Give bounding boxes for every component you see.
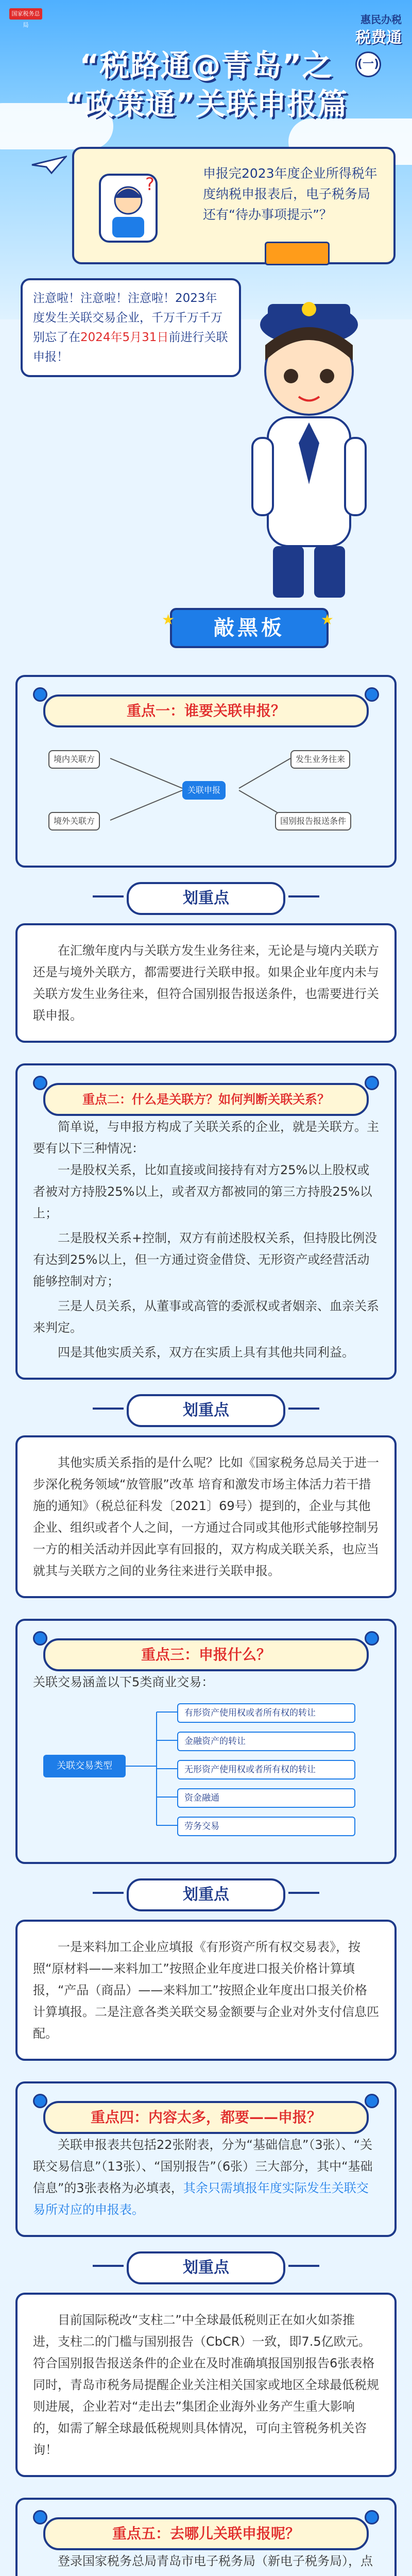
diagram-leaf-node: 金融资产的转让 bbox=[177, 1732, 355, 1751]
section-title: 重点三：申报什么？ bbox=[43, 1638, 369, 1671]
list-item: 四是其他实质关系，双方在实质上具有其他共同利益。 bbox=[58, 1345, 354, 1360]
list-item: 三是人员关系，从董事或高管的委派权或者姻亲、血亲关系来判定。 bbox=[33, 1299, 379, 1335]
key-point-text: 在汇缴年度内与关联方发生业务往来，无论是与境内关联方还是与境外关联方，都需要进行关联申报。如果企业年度内未与关联方发生业务往来，但符合国别报告报送条件，也需要进行关联申报。 bbox=[33, 943, 379, 1023]
section-card bbox=[15, 2081, 397, 2237]
key-point-card bbox=[15, 1435, 397, 1598]
section-body: 登录国家税务总局青岛市电子税务局（新电子税务局），点 bbox=[58, 2554, 373, 2568]
board-header bbox=[0, 598, 412, 654]
transaction-type-diagram bbox=[33, 1693, 379, 1848]
person-avatar-icon bbox=[95, 170, 162, 247]
svg-text:?: ? bbox=[145, 174, 155, 195]
key-point-card bbox=[15, 2293, 397, 2477]
paper-plane-icon bbox=[31, 155, 67, 175]
question-text: 申报完2023年度企业所得税年度纳税申报表后，电子税务局还有“待办事项提示”？ bbox=[203, 166, 377, 222]
diagram-leaf-node: 资金融通 bbox=[177, 1788, 355, 1808]
section-card bbox=[15, 2498, 397, 2576]
pin-icon bbox=[33, 2094, 47, 2108]
board-title-text: 敲黑板 bbox=[214, 616, 285, 640]
part-number-badge: (一) bbox=[355, 52, 381, 77]
section-card bbox=[15, 675, 397, 868]
star-icon: ★ bbox=[320, 611, 337, 628]
section-title: 重点四：内容太多，都要——申报？ bbox=[43, 2101, 369, 2134]
relation-diagram bbox=[33, 727, 379, 851]
list-item: 一是股权关系，比如直接或间接持有对方25%以上股权或者被对方持股25%以上，或者双方都被同的第三方持股25%以上； bbox=[33, 1163, 372, 1221]
section-title: 重点一：谁要关联申报？ bbox=[43, 694, 369, 727]
diagram-leaf-node: 劳务交易 bbox=[177, 1817, 355, 1836]
section-card bbox=[15, 1619, 397, 1864]
tax-officer-illustration bbox=[221, 268, 397, 603]
section-title: 重点五：去哪儿关联申报呢？ bbox=[43, 2517, 369, 2550]
pin-icon bbox=[33, 687, 47, 702]
diagram-leaf-node: 有形资产使用权或者所有权的转让 bbox=[177, 1703, 355, 1723]
series-subtitle: 税费通 bbox=[355, 29, 402, 47]
key-point-text: 目前国际税改“支柱二”中全球最低税则正在如火如荼推进，支柱二的门槛与国别报告（CbCR）一致，即7.5亿欧元。符合国别报告报送条件的企业在及时准确填报国别报告6张表格同时，青岛市税务局提醒企业关注相关国家或地区全球最低税规则进展，企业若对“走出去”集团企业海外业务产生重大影响的，如需了解全球最低税规则具体情况，可向主管税务机关咨询！ bbox=[33, 2313, 379, 2457]
key-point-card bbox=[15, 1920, 397, 2061]
diagram-node: 发生业务往来 bbox=[290, 750, 350, 769]
page-title-line2: “政策通”关联申报篇 bbox=[64, 87, 348, 122]
section-intro: 关联交易涵盖以下5类商业交易： bbox=[33, 1675, 214, 1689]
key-point-heading: 划重点 bbox=[127, 1394, 285, 1427]
list-item: 二是股权关系+控制，双方有前述股权关系，但持股比例没有达到25%以上，但一方通过资金借贷、无形资产或经营活动能够控制对方； bbox=[33, 1231, 377, 1289]
section-what-to-declare bbox=[15, 1619, 397, 2061]
diagram-node: 境内关联方 bbox=[48, 750, 100, 769]
section-title: 重点二：什么是关联方？如何判断关联关系？ bbox=[43, 1083, 369, 1116]
section-header bbox=[33, 1080, 379, 1116]
star-icon: ★ bbox=[162, 611, 178, 628]
key-point-card bbox=[15, 923, 397, 1043]
section-body-highlight: 其余只需填报年度实际发生关联交易所对应的申报表。 bbox=[33, 2181, 369, 2217]
section-header bbox=[33, 2098, 379, 2134]
series-name: 惠民办税 bbox=[360, 13, 402, 26]
section-header bbox=[33, 2514, 379, 2550]
logo: 国家税务总局 bbox=[9, 8, 42, 20]
pin-icon bbox=[33, 1631, 47, 1646]
key-point-text: 一是来料加工企业应填报《有形资产所有权交易表》，按照“原材料——来料加工”按照企业年度进口报关价格计算填报，“产品（商品）——来料加工”按照企业年度出口报关价格计算填报。二是注意各类关联交易金额要与企业对外支付信息匹配。 bbox=[33, 1940, 379, 2041]
pin-icon bbox=[365, 2094, 379, 2108]
diagram-root-node: 关联交易类型 bbox=[43, 1755, 126, 1777]
pin-icon bbox=[365, 687, 379, 702]
section-body bbox=[33, 2134, 379, 2221]
question-box bbox=[72, 147, 396, 264]
answer-suffix: 前进行关联申报！ bbox=[33, 331, 228, 364]
book-icon bbox=[265, 242, 330, 265]
section-contents bbox=[15, 2081, 397, 2477]
page-title-line1: “税路通@青岛”之 bbox=[79, 48, 333, 83]
board-title bbox=[162, 608, 337, 648]
key-point-heading: 划重点 bbox=[127, 882, 285, 915]
relation-list bbox=[33, 1159, 379, 1363]
section-related-party bbox=[15, 1063, 397, 1598]
section-where-to-declare bbox=[15, 2498, 397, 2576]
section-header bbox=[33, 691, 379, 727]
answer-deadline: 2024年5月31日 bbox=[80, 331, 169, 344]
pin-icon bbox=[33, 1076, 47, 1090]
section-header bbox=[33, 1635, 379, 1671]
section-card bbox=[15, 1063, 397, 1380]
section-intro: 简单说，与申报方构成了关联关系的企业，就是关联方。主要有以下三种情况： bbox=[33, 1120, 379, 1156]
pin-icon bbox=[33, 2510, 47, 2524]
section-who-declares bbox=[15, 675, 397, 1043]
diagram-node: 国别报告报送条件 bbox=[275, 812, 351, 831]
key-point-heading: 划重点 bbox=[127, 1878, 285, 1911]
answer-bubble bbox=[21, 278, 241, 377]
key-point-heading: 划重点 bbox=[127, 2251, 285, 2284]
diagram-leaf-node: 无形资产使用权或者所有权的转让 bbox=[177, 1760, 355, 1780]
section-body-part1: 关联申报表共包括22张附表，分为“基础信息”（3张）、“关联交易信息”（13张）、“国别报告”（6张）三大部分，其中“基础信息”的3张表格为必填表， bbox=[33, 2138, 373, 2195]
key-point-text: 其他实质关系指的是什么呢？比如《国家税务总局关于进一步深化税务领域“放管服”改革 培育和激发市场主体活力若干措施的通知》（税总征科发〔2021〕69号）提到的，企业与其他企业、组织或者个人之间，一方通过合同或其他形式能够控制另一方的相关活动并因此享有回报的，双方构成关联关系，也应当就其与关联方之间的业务往来进行关联申报。 bbox=[33, 1455, 379, 1578]
answer-prefix: 注意啦！注意啦！注意啦！2023年度发生关联交易企业，千万千万千万别忘了在 bbox=[33, 292, 222, 344]
pin-icon bbox=[365, 1076, 379, 1090]
pin-icon bbox=[365, 1631, 379, 1646]
diagram-node: 境外关联方 bbox=[48, 812, 100, 831]
diagram-center-node: 关联申报 bbox=[182, 781, 226, 800]
pin-icon bbox=[365, 2510, 379, 2524]
